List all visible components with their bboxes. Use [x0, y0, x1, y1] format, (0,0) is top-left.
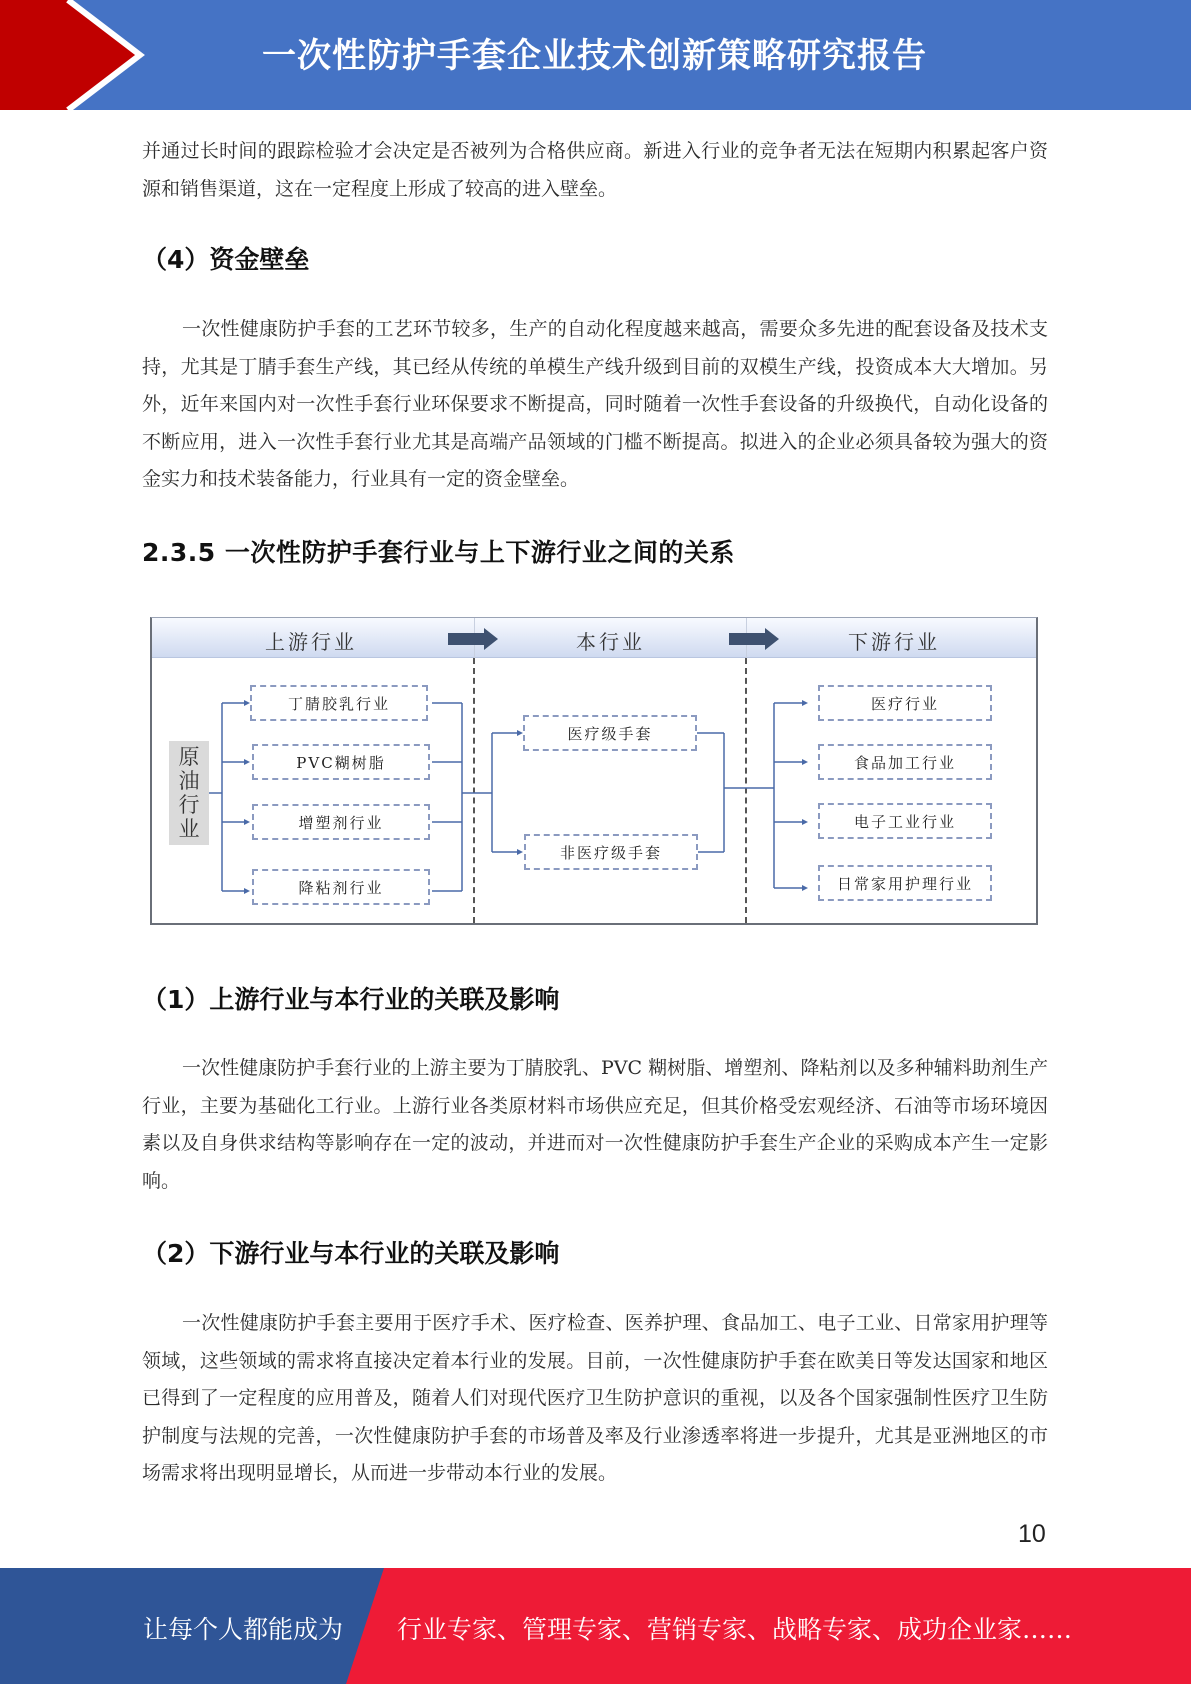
footer-banner [0, 1568, 1191, 1684]
upstream-node: 增塑剂行业 [252, 804, 430, 840]
root-char: 原 [178, 745, 200, 769]
page-number: 10 [1018, 1520, 1046, 1548]
heading-downstream-relation: （2）下游行业与本行业的关联及影响 [142, 1239, 560, 1268]
footer-slogan-left: 让每个人都能成为 [143, 1615, 344, 1644]
downstream-relation-paragraph: 一次性健康防护手套主要用于医疗手术、医疗检查、医养护理、食品加工、电子工业、日常家用护理等领域，这些领域的需求将直接决定着本行业的发展。目前，一次性健康防护手套在欧美日等发达国家和地区已得到了一定程度的应用普及，随着人们对现代医疗卫生防护意识的重视，以及各个国家强制性医疗卫生防护制度与法规的完善，一次性健康防护手套的市场普及率及行业渗透率将进一步提升，尤其是亚洲地区的市场需求将出现明显增长，从而进一步带动本行业的发展。 [142, 1312, 1048, 1484]
root-char: 行 [178, 793, 200, 817]
industry-chain-diagram [150, 617, 1038, 925]
root-char: 业 [178, 817, 200, 841]
upstream-node: PVC糊树脂 [252, 744, 430, 780]
upstream-node: 降粘剂行业 [252, 869, 430, 905]
section-heading: 2.3.5 一次性防护手套行业与上下游行业之间的关系 [142, 538, 735, 567]
downstream-node: 医疗行业 [818, 685, 992, 721]
upstream-node: 丁腈胶乳行业 [250, 685, 428, 721]
heading-capital-barrier: （4）资金壁垒 [142, 245, 310, 274]
column-label-upstream: 上游行业 [265, 630, 357, 654]
column-label-downstream: 下游行业 [848, 630, 940, 654]
downstream-node: 食品加工行业 [818, 744, 992, 780]
midstream-node: 非医疗级手套 [524, 834, 698, 870]
downstream-node: 日常家用护理行业 [818, 865, 992, 901]
footer-slogan-right: 行业专家、管理专家、营销专家、战略专家、成功企业家…… [397, 1615, 1073, 1644]
column-label-current: 本行业 [576, 630, 645, 654]
intro-paragraph: 并通过长时间的跟踪检验才会决定是否被列为合格供应商。新进入行业的竞争者无法在短期内积累起客户资源和销售渠道，这在一定程度上形成了较高的进入壁垒。 [142, 140, 1048, 200]
report-title: 一次性防护手套企业技术创新策略研究报告 [262, 36, 927, 76]
downstream-node: 电子工业行业 [818, 803, 992, 839]
root-char: 油 [178, 769, 200, 793]
midstream-node: 医疗级手套 [523, 715, 697, 751]
upstream-relation-paragraph: 一次性健康防护手套行业的上游主要为丁腈胶乳、PVC 糊树脂、增塑剂、降粘剂以及多种辅料助剂生产行业，主要为基础化工行业。上游行业各类原材料市场供应充足，但其价格受宏观经济、石油等市场环境因素以及自身供求结构等影响存在一定的波动，并进而对一次性健康防护手套生产企业的采购成本产生一定影响。 [142, 1057, 1048, 1192]
header-chevron-icon [0, 0, 160, 110]
heading-upstream-relation: （1）上游行业与本行业的关联及影响 [142, 985, 560, 1014]
capital-barrier-paragraph: 一次性健康防护手套的工艺环节较多，生产的自动化程度越来越高，需要众多先进的配套设备及技术支持，尤其是丁腈手套生产线，其已经从传统的单模生产线升级到目前的双模生产线，投资成本大大增加。另外，近年来国内对一次性手套行业环保要求不断提高，同时随着一次性手套设备的升级换代，自动化设备的不断应用，进入一次性手套行业尤其是高端产品领域的门槛不断提高。拟进入的企业必须具备较为强大的资金实力和技术装备能力，行业具有一定的资金壁垒。 [142, 318, 1048, 490]
root-node-crude-oil [169, 741, 209, 845]
report-header [0, 0, 1191, 110]
